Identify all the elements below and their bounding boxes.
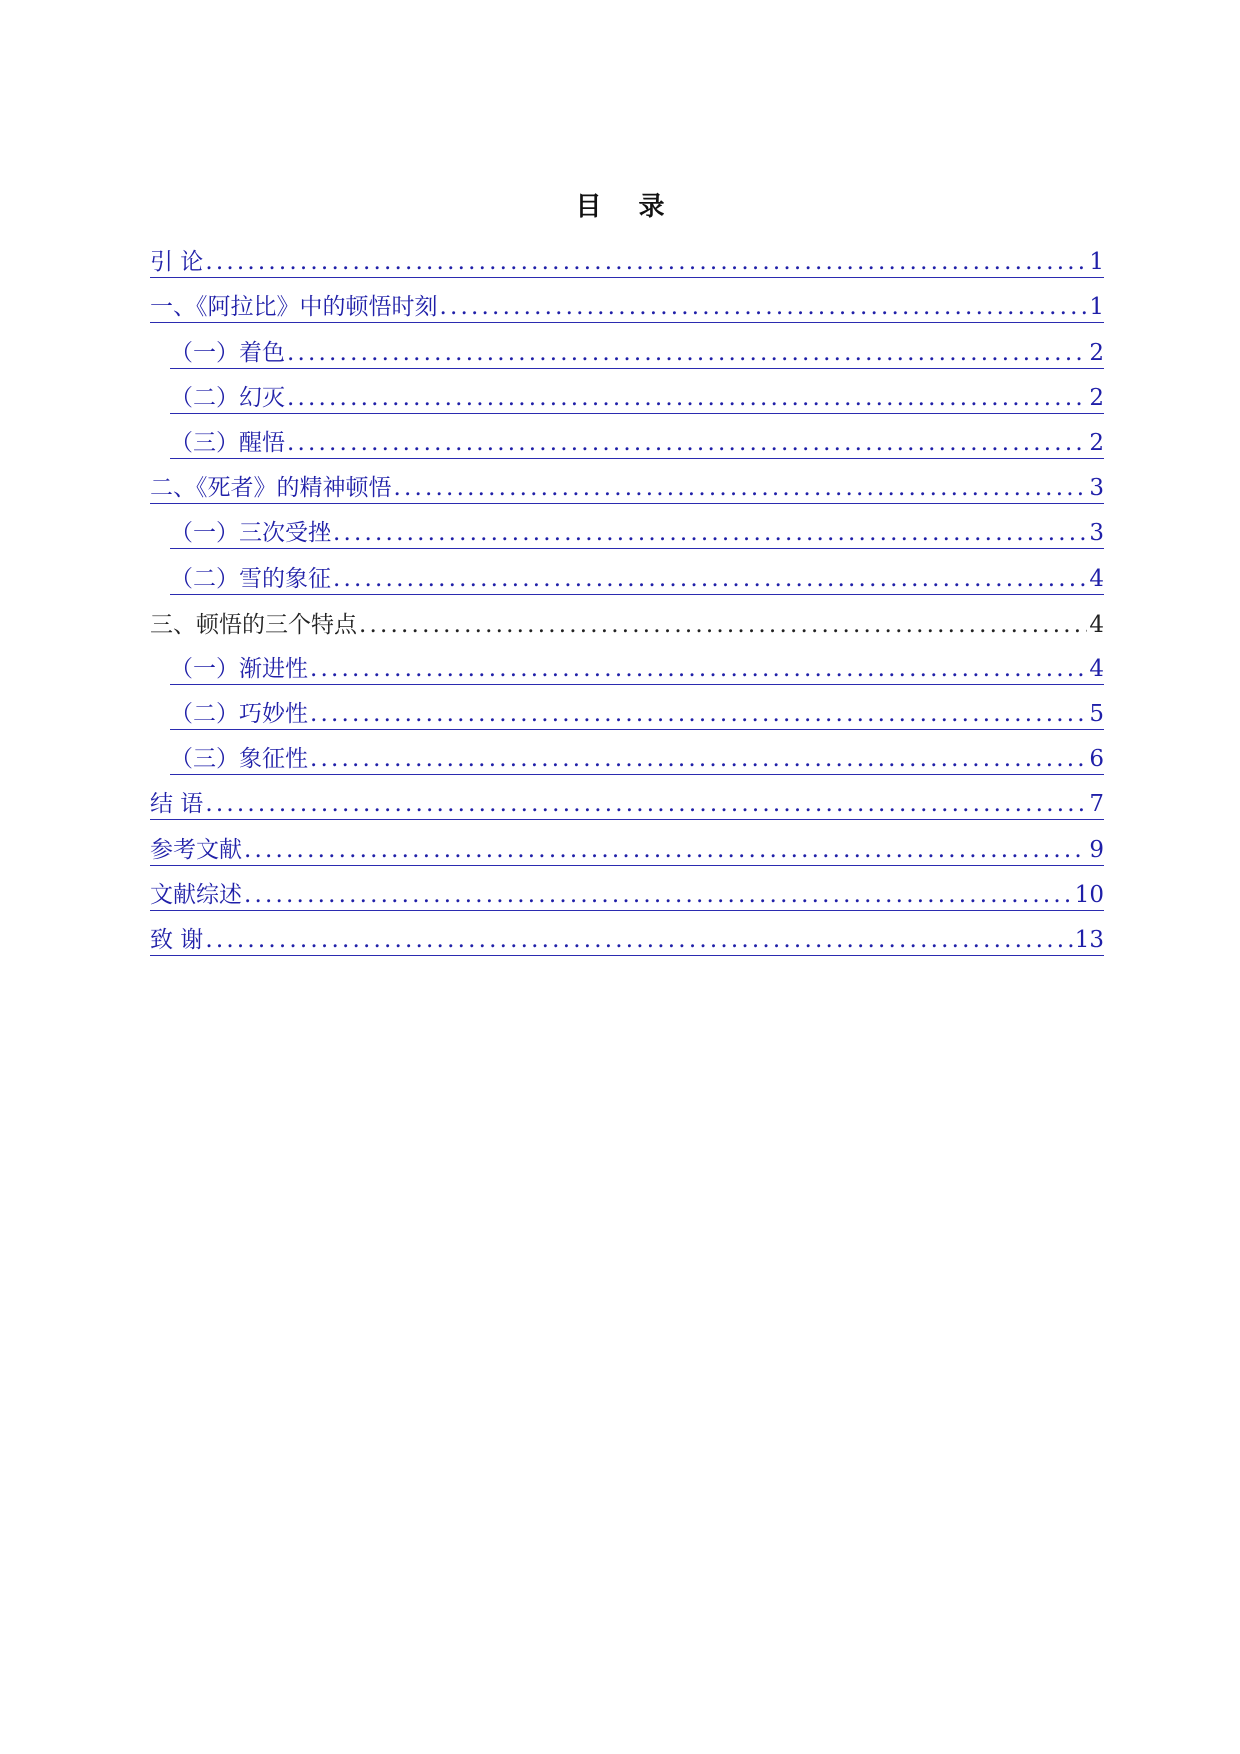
toc-entry[interactable] [150,327,1104,372]
toc-page-number: 2 [1089,339,1104,366]
toc-entry[interactable] [150,734,1104,779]
toc-page-number: 1 [1089,249,1104,276]
toc-page-number: 13 [1074,927,1104,953]
toc-entry-text: 致 谢 [150,927,204,953]
toc-entry-text: 三、顿悟的三个特点 [150,611,357,638]
toc-entry-text: （二）幻灭 [170,384,285,411]
toc-entry[interactable] [150,373,1104,418]
dot-leader [287,428,1087,458]
toc-page-number: 5 [1089,701,1104,728]
dot-leader [205,247,1087,277]
toc-entry-text: 结 语 [150,791,204,818]
toc-entry-text: （一）着色 [170,339,285,366]
toc-entry[interactable] [150,463,1104,508]
toc-entry[interactable] [150,553,1104,598]
dot-leader [310,654,1087,684]
toc-entry [150,599,1104,644]
toc-entry-text: （一）渐进性 [170,655,308,682]
dot-leader [359,610,1087,640]
toc-entry-text: 二、《死者》的精神顿悟 [150,475,392,502]
toc-page-number: 1 [1089,294,1104,321]
toc-page-number: 4 [1089,611,1104,638]
dot-leader [205,789,1087,819]
dot-leader [244,880,1073,910]
toc-entry[interactable] [150,824,1104,869]
toc-page-number: 3 [1089,520,1104,547]
toc-page-number: 9 [1089,836,1104,863]
toc-entry[interactable] [150,870,1104,915]
toc-entry[interactable] [150,418,1104,463]
toc-page-number: 2 [1089,384,1104,411]
toc-page-number: 4 [1089,565,1104,592]
table-of-contents [150,237,1104,960]
dot-leader [333,518,1087,548]
toc-entry[interactable] [150,282,1104,327]
dot-leader [333,564,1087,594]
toc-entry-text: 文献综述 [150,881,242,908]
toc-entry-text: （三）象征性 [170,746,308,773]
toc-page-number: 2 [1089,429,1104,456]
toc-entry[interactable] [150,508,1104,553]
toc-entry[interactable] [150,237,1104,282]
toc-page-number: 10 [1074,881,1104,908]
dot-leader [394,473,1088,503]
toc-entry-text: （一）三次受挫 [170,520,331,547]
toc-page-number: 4 [1089,655,1104,682]
toc-entry-text: （二）雪的象征 [170,565,331,592]
dot-leader [310,744,1087,774]
toc-entry-text: （三）醒悟 [170,429,285,456]
dot-leader [287,338,1087,368]
dot-leader [440,292,1088,322]
dot-leader [244,835,1087,865]
toc-entry[interactable] [150,779,1104,824]
toc-page-number: 7 [1089,791,1104,818]
dot-leader [310,699,1087,729]
toc-entry-text: 一、《阿拉比》中的顿悟时刻 [150,294,438,321]
toc-entry[interactable] [150,644,1104,689]
toc-entry-text: （二）巧妙性 [170,701,308,728]
toc-page-number: 6 [1089,746,1104,773]
page-title: 目 录 [575,192,679,222]
dot-leader [205,925,1072,955]
dot-leader [287,383,1087,413]
toc-entry-text: 参考文献 [150,836,242,863]
toc-entry-text: 引 论 [150,249,204,276]
toc-page-number: 3 [1089,475,1104,502]
toc-entry[interactable] [150,915,1104,960]
toc-entry[interactable] [150,689,1104,734]
